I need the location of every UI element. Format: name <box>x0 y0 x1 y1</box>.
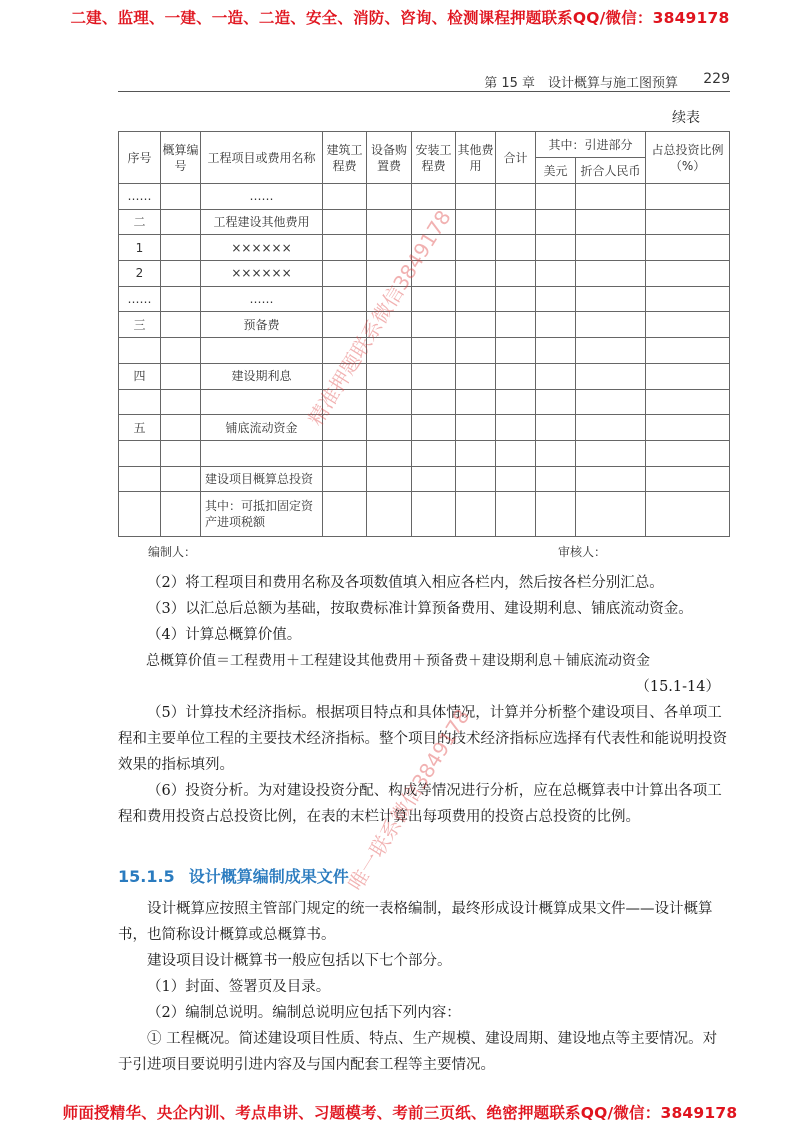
table-cell <box>456 261 496 287</box>
table-caption: 续表 <box>672 110 700 126</box>
table-cell <box>412 466 456 492</box>
row-seq: 五 <box>119 415 161 441</box>
table-cell <box>161 261 201 287</box>
table-cell <box>456 184 496 210</box>
table-cell <box>161 235 201 261</box>
section-heading <box>118 864 730 887</box>
estimate-table <box>118 131 730 537</box>
table-cell <box>646 415 730 441</box>
table-cell <box>161 312 201 338</box>
table-cell <box>412 184 456 210</box>
table-cell <box>536 363 576 389</box>
table-cell <box>496 338 536 364</box>
table-cell <box>367 440 412 466</box>
header-code: 概算编号 <box>161 132 201 184</box>
table-cell <box>576 312 646 338</box>
reviewed-by: 审核人： <box>558 545 607 559</box>
signers <box>148 543 718 560</box>
table-cell <box>576 415 646 441</box>
table-cell <box>536 492 576 537</box>
table-cell <box>536 286 576 312</box>
table-cell <box>456 312 496 338</box>
table-cell <box>576 363 646 389</box>
table-cell <box>367 209 412 235</box>
table-cell <box>323 286 367 312</box>
table-cell <box>161 286 201 312</box>
table-cell <box>412 235 456 261</box>
header-total: 合计 <box>496 132 536 184</box>
table-cell <box>456 389 496 415</box>
table-row <box>119 209 730 235</box>
chapter-title: 第 15 章 设计概算与施工图预算 <box>484 76 678 91</box>
table-cell <box>646 440 730 466</box>
table-cell <box>323 440 367 466</box>
table-cell <box>646 184 730 210</box>
row-name: …… <box>201 184 323 210</box>
row-name: ×××××× <box>201 235 323 261</box>
formula-number: （15.1-14） <box>635 679 720 695</box>
table-cell <box>536 338 576 364</box>
table-cell <box>367 184 412 210</box>
table-cell <box>161 184 201 210</box>
table-row <box>119 338 730 364</box>
row-seq <box>119 389 161 415</box>
table-cell <box>646 363 730 389</box>
table-cell <box>323 261 367 287</box>
section-number: 15.1.5 <box>118 867 175 886</box>
table-row <box>119 466 730 492</box>
table-cell <box>576 235 646 261</box>
row-seq <box>119 440 161 466</box>
step-4: （4）计算总概算价值。 <box>147 627 302 643</box>
table-cell <box>161 466 201 492</box>
table-cell <box>576 492 646 537</box>
row-name: 其中：可抵扣固定资产进项税额 <box>201 492 323 537</box>
table-cell <box>323 492 367 537</box>
table-cell <box>536 209 576 235</box>
table-row <box>119 261 730 287</box>
table-cell <box>536 415 576 441</box>
table-cell <box>646 466 730 492</box>
table-row <box>119 492 730 537</box>
row-seq: 1 <box>119 235 161 261</box>
page-number: 229 <box>703 71 730 87</box>
table-cell <box>412 363 456 389</box>
table-cell <box>536 466 576 492</box>
table-cell <box>536 440 576 466</box>
table-cell <box>367 312 412 338</box>
table-cell <box>367 415 412 441</box>
body-steps <box>118 570 730 830</box>
table-cell <box>576 440 646 466</box>
row-seq <box>119 492 161 537</box>
table-cell <box>646 235 730 261</box>
table-cell <box>367 286 412 312</box>
table-cell <box>496 312 536 338</box>
table-cell <box>412 209 456 235</box>
table-row <box>119 184 730 210</box>
table-cell <box>646 389 730 415</box>
row-seq: 2 <box>119 261 161 287</box>
table-cell <box>576 261 646 287</box>
table-cell <box>412 389 456 415</box>
table-cell <box>367 466 412 492</box>
table-row <box>119 312 730 338</box>
row-name <box>201 440 323 466</box>
table-cell <box>161 363 201 389</box>
table-cell <box>161 389 201 415</box>
table-cell <box>496 466 536 492</box>
table-cell <box>536 261 576 287</box>
header-name: 工程项目或费用名称 <box>201 132 323 184</box>
row-name: 建设项目概算总投资 <box>201 466 323 492</box>
table-cell <box>367 261 412 287</box>
table-cell <box>412 312 456 338</box>
table-cell <box>161 209 201 235</box>
table-cell <box>323 466 367 492</box>
section-para-2: 建设项目设计概算书一般应包括以下七个部分。 <box>147 953 452 969</box>
table-cell <box>456 466 496 492</box>
header-usd: 美元 <box>536 158 576 184</box>
row-seq <box>119 338 161 364</box>
table-cell <box>576 209 646 235</box>
step-2: （2）将工程项目和费用名称及各项数值填入相应各栏内，然后按各栏分别汇总。 <box>147 575 664 591</box>
section-title: 设计概算编制成果文件 <box>188 867 349 886</box>
formula: 总概算价值＝工程费用＋工程建设其他费用＋预备费＋建设期利息＋铺底流动资金 <box>146 653 650 669</box>
row-name: ×××××× <box>201 261 323 287</box>
row-name: …… <box>201 286 323 312</box>
header-building: 建筑工程费 <box>323 132 367 184</box>
table-cell <box>323 363 367 389</box>
table-cell <box>161 440 201 466</box>
table-cell <box>456 440 496 466</box>
table-cell <box>646 261 730 287</box>
header-import: 其中：引进部分 <box>536 132 646 158</box>
row-seq: 二 <box>119 209 161 235</box>
table-row <box>119 363 730 389</box>
table-cell <box>456 209 496 235</box>
section-para-1: 设计概算应按照主管部门规定的统一表格编制，最终形成设计概算成果文件——设计概算书，也简称设计概算或总概算书。 <box>118 901 713 943</box>
row-seq: 四 <box>119 363 161 389</box>
table-cell <box>576 184 646 210</box>
table-cell <box>323 312 367 338</box>
row-seq: 三 <box>119 312 161 338</box>
row-name <box>201 389 323 415</box>
row-seq: …… <box>119 286 161 312</box>
table-cell <box>646 492 730 537</box>
table-cell <box>412 261 456 287</box>
table-cell <box>456 415 496 441</box>
table-cell <box>367 389 412 415</box>
row-name: 预备费 <box>201 312 323 338</box>
table-cell <box>496 286 536 312</box>
table-cell <box>412 415 456 441</box>
table-cell <box>456 235 496 261</box>
table-cell <box>412 440 456 466</box>
row-seq <box>119 466 161 492</box>
table-cell <box>496 209 536 235</box>
table-cell <box>161 492 201 537</box>
row-name: 工程建设其他费用 <box>201 209 323 235</box>
step-5: （5）计算技术经济指标。根据项目特点和具体情况，计算并分析整个建设项目、各单项工程和主要单位工程的主要技术经济指标。整个项目的技术经济指标应选择有代表性和能说明投资效果的指标填列。 <box>118 705 727 773</box>
table-cell <box>323 415 367 441</box>
table-cell <box>412 286 456 312</box>
table-cell <box>536 184 576 210</box>
prepared-by: 编制人： <box>148 545 197 559</box>
table-cell <box>496 184 536 210</box>
table-cell <box>367 492 412 537</box>
table-cell <box>367 338 412 364</box>
section-item-3: ① 工程概况。简述建设项目性质、特点、生产规模、建设周期、建设地点等主要情况。对于引进项目要说明引进内容及与国内配套工程等主要情况。 <box>118 1031 718 1073</box>
row-seq: …… <box>119 184 161 210</box>
table-row <box>119 235 730 261</box>
table-cell <box>576 466 646 492</box>
table-cell <box>456 338 496 364</box>
step-6: （6）投资分析。为对建设投资分配、构成等情况进行分析，应在总概算表中计算出各项工程和费用投资占总投资比例，在表的末栏计算出每项费用的投资占总投资的比例。 <box>118 783 722 825</box>
section-item-1: （1）封面、签署页及目录。 <box>147 979 331 995</box>
table-cell <box>496 415 536 441</box>
header-ratio: 占总投资比例（%） <box>646 132 730 184</box>
header-equipment: 设备购置费 <box>367 132 412 184</box>
table-cell <box>536 312 576 338</box>
table-row <box>119 286 730 312</box>
table-cell <box>576 286 646 312</box>
table-cell <box>496 363 536 389</box>
header-seq: 序号 <box>119 132 161 184</box>
table-cell <box>496 261 536 287</box>
table-cell <box>646 286 730 312</box>
table-row <box>119 389 730 415</box>
top-banner: 二建、监理、一建、一造、二造、安全、消防、咨询、检测课程押题联系QQ/微信：3849178 <box>70 9 730 27</box>
table-cell <box>576 389 646 415</box>
watermark-2: 唯一联系微信3849178 <box>343 704 475 895</box>
table-cell <box>496 389 536 415</box>
page-header <box>118 71 730 92</box>
header-rmb: 折合人民币 <box>576 158 646 184</box>
table-cell <box>576 338 646 364</box>
section-body <box>118 896 730 1078</box>
table-cell <box>323 184 367 210</box>
row-name: 铺底流动资金 <box>201 415 323 441</box>
table-row <box>119 415 730 441</box>
table-cell <box>367 363 412 389</box>
step-3: （3）以汇总后总额为基础，按取费标准计算预备费用、建设期利息、铺底流动资金。 <box>147 601 693 617</box>
table-cell <box>323 389 367 415</box>
table-cell <box>323 235 367 261</box>
table-cell <box>161 338 201 364</box>
table-cell <box>323 338 367 364</box>
header-other: 其他费用 <box>456 132 496 184</box>
row-name <box>201 338 323 364</box>
table-cell <box>646 312 730 338</box>
row-name: 建设期利息 <box>201 363 323 389</box>
table-cell <box>496 235 536 261</box>
table-cell <box>536 389 576 415</box>
table-cell <box>323 209 367 235</box>
table-cell <box>456 492 496 537</box>
watermark-1: 精准押题联系微信3849178 <box>303 205 456 430</box>
table-cell <box>456 286 496 312</box>
header-install: 安装工程费 <box>412 132 456 184</box>
bottom-banner: 师面授精华、央企内训、考点串讲、习题模考、考前三页纸、绝密押题联系QQ/微信：3849178 <box>62 1104 738 1122</box>
section-item-2: （2）编制总说明。编制总说明应包括下列内容： <box>147 1005 461 1021</box>
table-cell <box>646 338 730 364</box>
table-cell <box>161 415 201 441</box>
table-cell <box>536 235 576 261</box>
table-cell <box>646 209 730 235</box>
table-cell <box>367 235 412 261</box>
table-cell <box>412 492 456 537</box>
table-cell <box>496 440 536 466</box>
table-cell <box>496 492 536 537</box>
table-row <box>119 440 730 466</box>
table-cell <box>412 338 456 364</box>
table-cell <box>456 363 496 389</box>
